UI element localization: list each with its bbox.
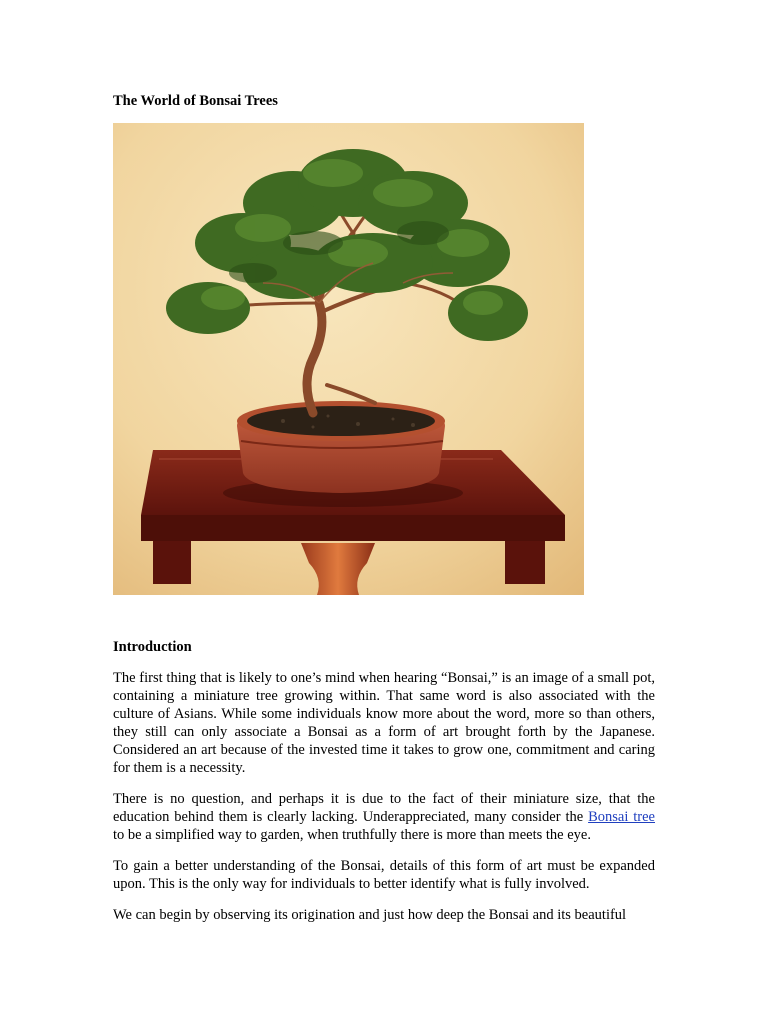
document-title: The World of Bonsai Trees [113,93,278,109]
intro-paragraph-3: To gain a better understanding of the Bonsai, details of this form of art must be expanded upon. This is the only way for individuals to better identify what is fully involved. [113,858,655,892]
paragraph-2-text-before: There is no question, and perhaps it is due to the fact of their miniature size, that the education behind them is clearly lacking. Underappreciated, many consider the [113,791,655,825]
bonsai-tree-photo [113,123,584,595]
bonsai-tree-link[interactable]: Bonsai tree [588,809,655,825]
intro-paragraph-2 [113,790,655,844]
introduction-body [113,669,655,937]
paragraph-2-text-after: to be a simplified way to garden, when truthfully there is more than meets the eye. [113,827,591,843]
intro-paragraph-4: We can begin by observing its origination and just how deep the Bonsai and its beautiful [113,907,627,923]
intro-paragraph-1: The first thing that is likely to one’s mind when hearing “Bonsai,” is an image of a small pot, containing a miniature tree growing within. That same word is also associated with the culture of Asians. While some individuals know more about the word, more so than others, they still can only associate a Bonsai as a form of art brought forth by the Japanese. Considered an art because of the invested time it takes to grow one, commitment and caring for them is a necessity. [113,670,655,776]
introduction-heading: Introduction [113,639,192,655]
